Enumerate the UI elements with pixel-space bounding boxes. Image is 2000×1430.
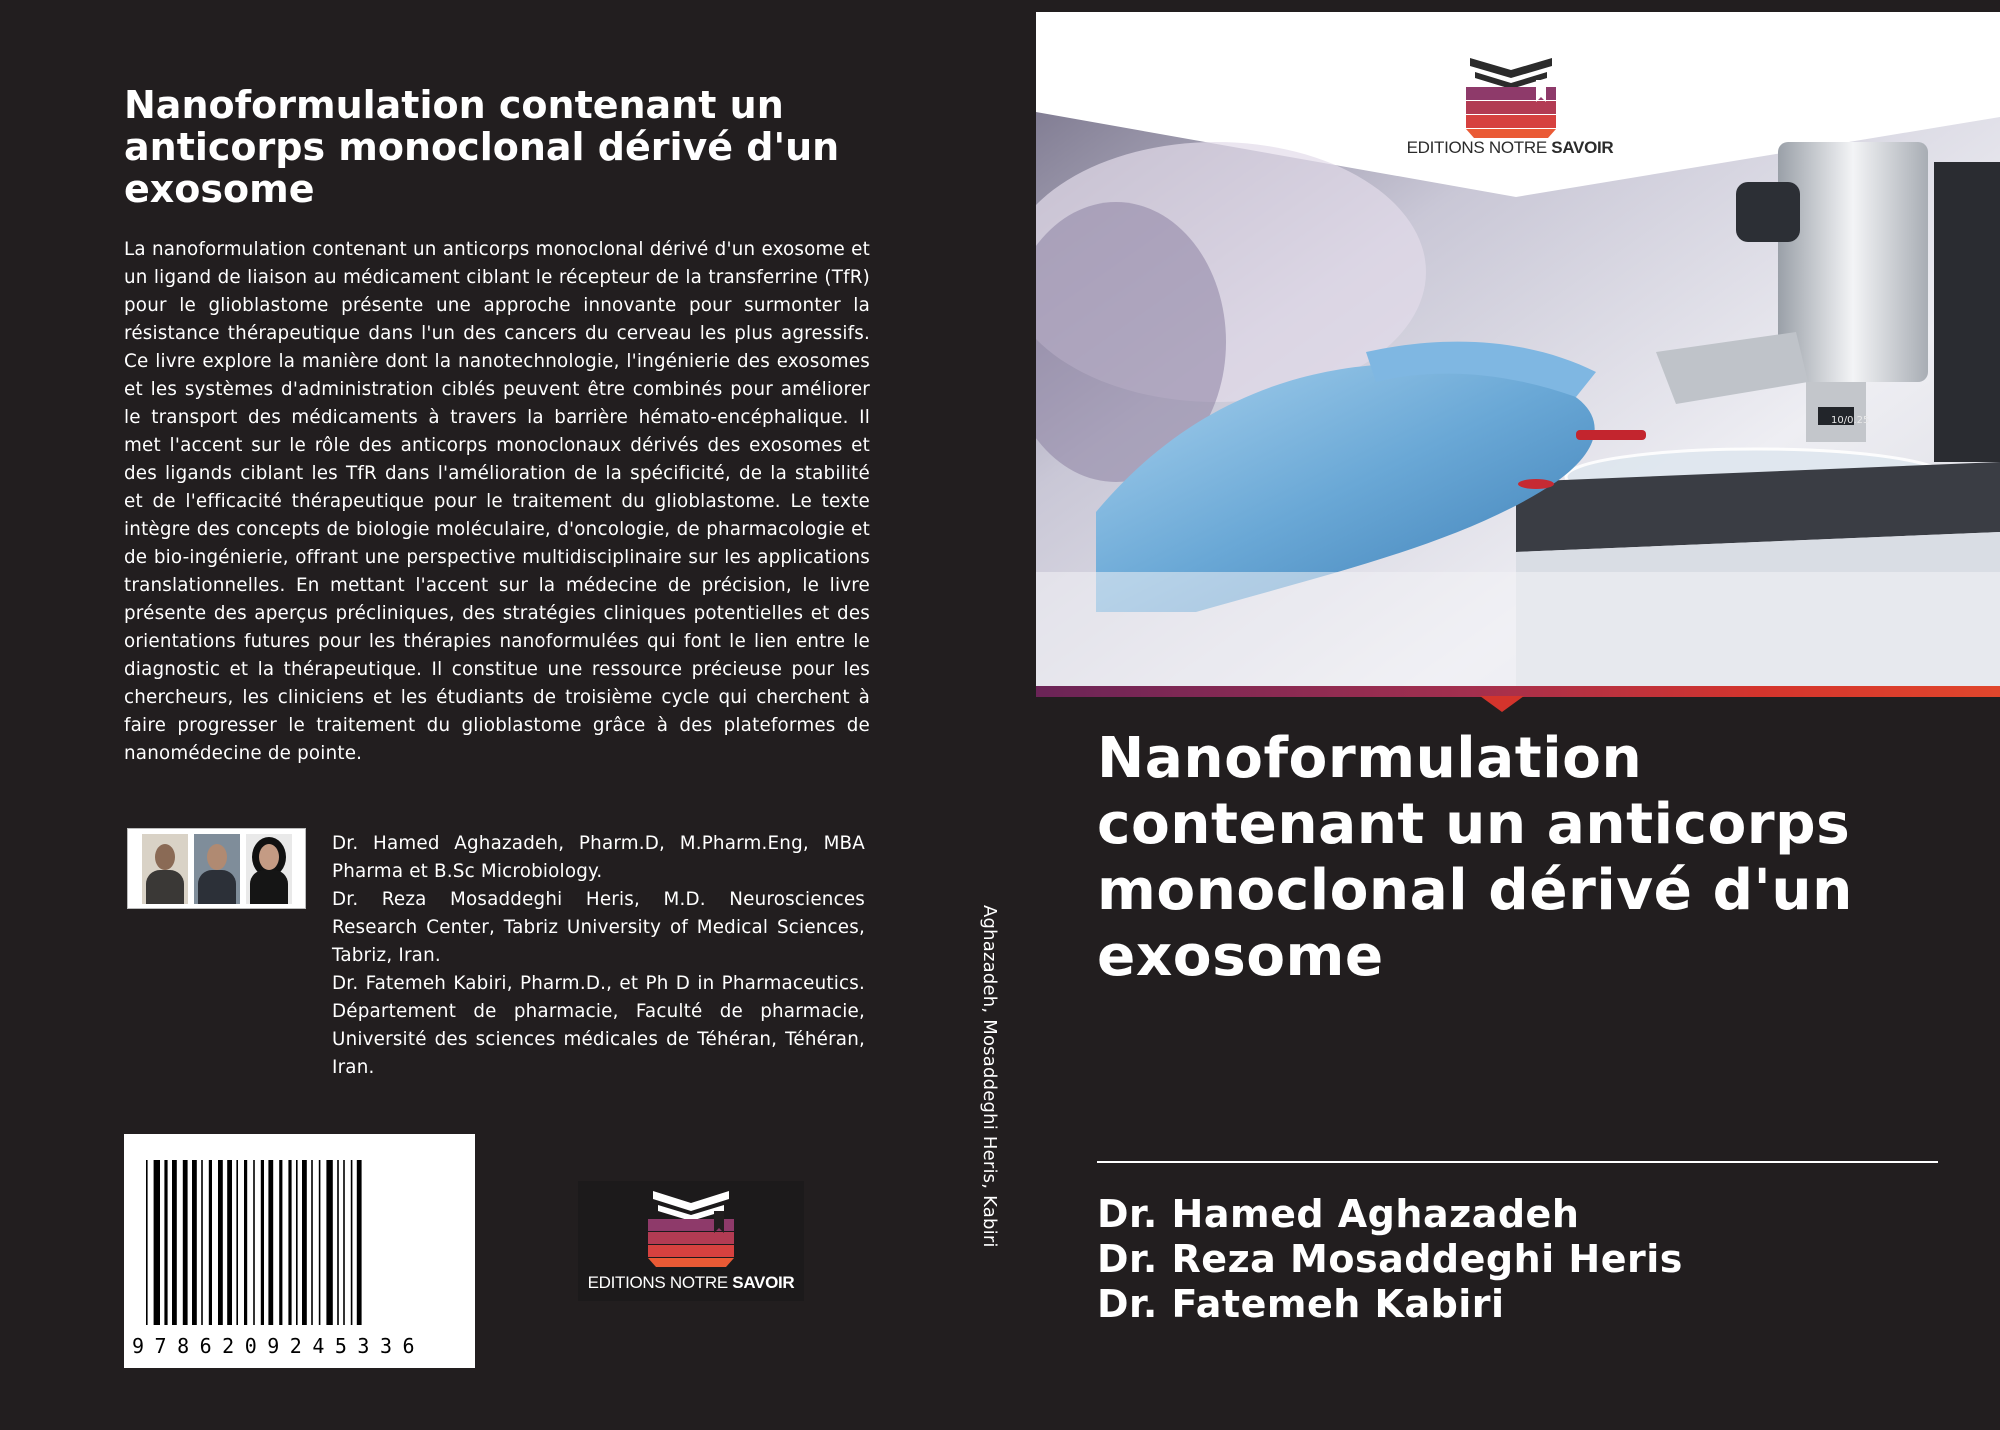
author-photo-2 (194, 834, 240, 904)
barcode-bar (183, 1160, 188, 1325)
front-author-3: Dr. Fatemeh Kabiri (1097, 1282, 1505, 1326)
back-publisher-name: EDITIONS NOTRE SAVOIR (587, 1273, 795, 1292)
front-author-1: Dr. Hamed Aghazadeh (1097, 1192, 1580, 1236)
back-publisher-logo (578, 1181, 804, 1301)
author-photo-3 (246, 834, 292, 904)
barcode-bar (146, 1160, 148, 1325)
barcode-bar (253, 1160, 255, 1325)
author-photos (127, 828, 306, 909)
front-publisher-name: EDITIONS NOTRE SAVOIR (1406, 138, 1614, 157)
isbn-barcode (124, 1134, 475, 1368)
barcode-bar (164, 1160, 167, 1325)
front-cover-title: Nanoformulation contenant un anticorps monoclonal dérivé d'un exosome (1097, 726, 1853, 989)
barcode-bar (244, 1160, 247, 1325)
barcode-bar (311, 1160, 313, 1325)
barcode-bar (227, 1160, 232, 1325)
accent-notch (1480, 696, 1524, 712)
barcode-bar (261, 1160, 264, 1325)
author-biographies (332, 830, 865, 1082)
barcode-bars (124, 1134, 475, 1368)
front-author-2: Dr. Reza Mosaddeghi Heris (1097, 1237, 1683, 1281)
front-cover-authors (1097, 1192, 1957, 1327)
author-bio-1: Dr. Hamed Aghazadeh, Pharm.D, M.Pharm.Eng, MBA Pharma et B.Sc Microbiology. (332, 833, 865, 882)
barcode-number: 9786209245336 (132, 1334, 426, 1358)
barcode-bar (326, 1160, 332, 1325)
barcode-bar (268, 1160, 273, 1325)
barcode-bar (288, 1160, 291, 1325)
barcode-bar (209, 1160, 212, 1325)
barcode-bar (302, 1160, 307, 1325)
author-bio-3: Dr. Fatemeh Kabiri, Pharm.D., et Ph D in Pharmaceutics. Département de pharmacie, Faculté de pharmacie, Université des sciences médicales de Téhéran, Téhéran, Iran. (332, 973, 865, 1078)
barcode-bar (236, 1160, 238, 1325)
barcode-bar (343, 1160, 345, 1325)
barcode-bar (201, 1160, 203, 1325)
barcode-bar (337, 1160, 339, 1325)
author-bio-2: Dr. Reza Mosaddeghi Heris, M.D. Neurosciences Research Center, Tabriz University of Medical Sciences, Tabriz, Iran. (332, 889, 865, 966)
barcode-bar (279, 1160, 282, 1325)
barcode-bar (172, 1160, 177, 1325)
barcode-bar (296, 1160, 298, 1325)
barcode-bar (154, 1160, 160, 1325)
barcode-bar (192, 1160, 197, 1325)
barcode-bar (351, 1160, 353, 1325)
title-divider (1097, 1161, 1938, 1163)
back-cover-title: Nanoformulation contenant un anticorps monoclonal dérivé d'un exosome (124, 83, 840, 211)
author-photo-1 (142, 834, 188, 904)
barcode-bar (357, 1160, 362, 1325)
objective-label: 10/0.25 (1831, 415, 1870, 426)
barcode-bar (319, 1160, 321, 1325)
barcode-bar (218, 1160, 223, 1325)
back-cover-blurb: La nanoformulation contenant un anticorps monoclonal dérivé d'un exosome et un ligand de liaison au médicament ciblant le récepteur de la transferrine (TfR) pour le glioblastome présente une approche innovante pour surmonter la résistance thérapeutique dans l'un des cancers du cerveau les plus agressifs. Ce livre explore la manière dont la nanotechnologie, l'ingénierie des exosomes et les systèmes d'administration ciblés peuvent être combinés pour améliorer le transport des médicaments à travers la barrière hémato-encéphalique. Il met l'accent sur le rôle des anticorps monoclonaux dérivés des exosomes et des ligands ciblant les TfR dans l'amélioration de la spécificité, de la stabilité et de l'efficacité thérapeutique pour le traitement du glioblastome. Le texte intègre des concepts de biologie moléculaire, d'oncologie, de pharmacologie et de bio-ingénierie, offrant une perspective multidisciplinaire sur les applications translationnelles. En mettant l'accent sur la médecine de précision, le livre présente des aperçus précliniques, des stratégies cliniques potentielles et des orientations futures pour les thérapies nanoformulées qui font le lien entre le diagnostic et la thérapeutique. Il constitue une ressource précieuse pour les chercheurs, les cliniciens et les étudiants de troisième cycle qui cherchent à faire progresser le traitement du glioblastome grâce à des plateformes de nanomédecine de pointe. (124, 239, 870, 764)
spine-author-names: Aghazadeh, Mosaddeghi Heris, Kabiri (979, 905, 1000, 1248)
front-publisher-logo (1370, 50, 1650, 160)
